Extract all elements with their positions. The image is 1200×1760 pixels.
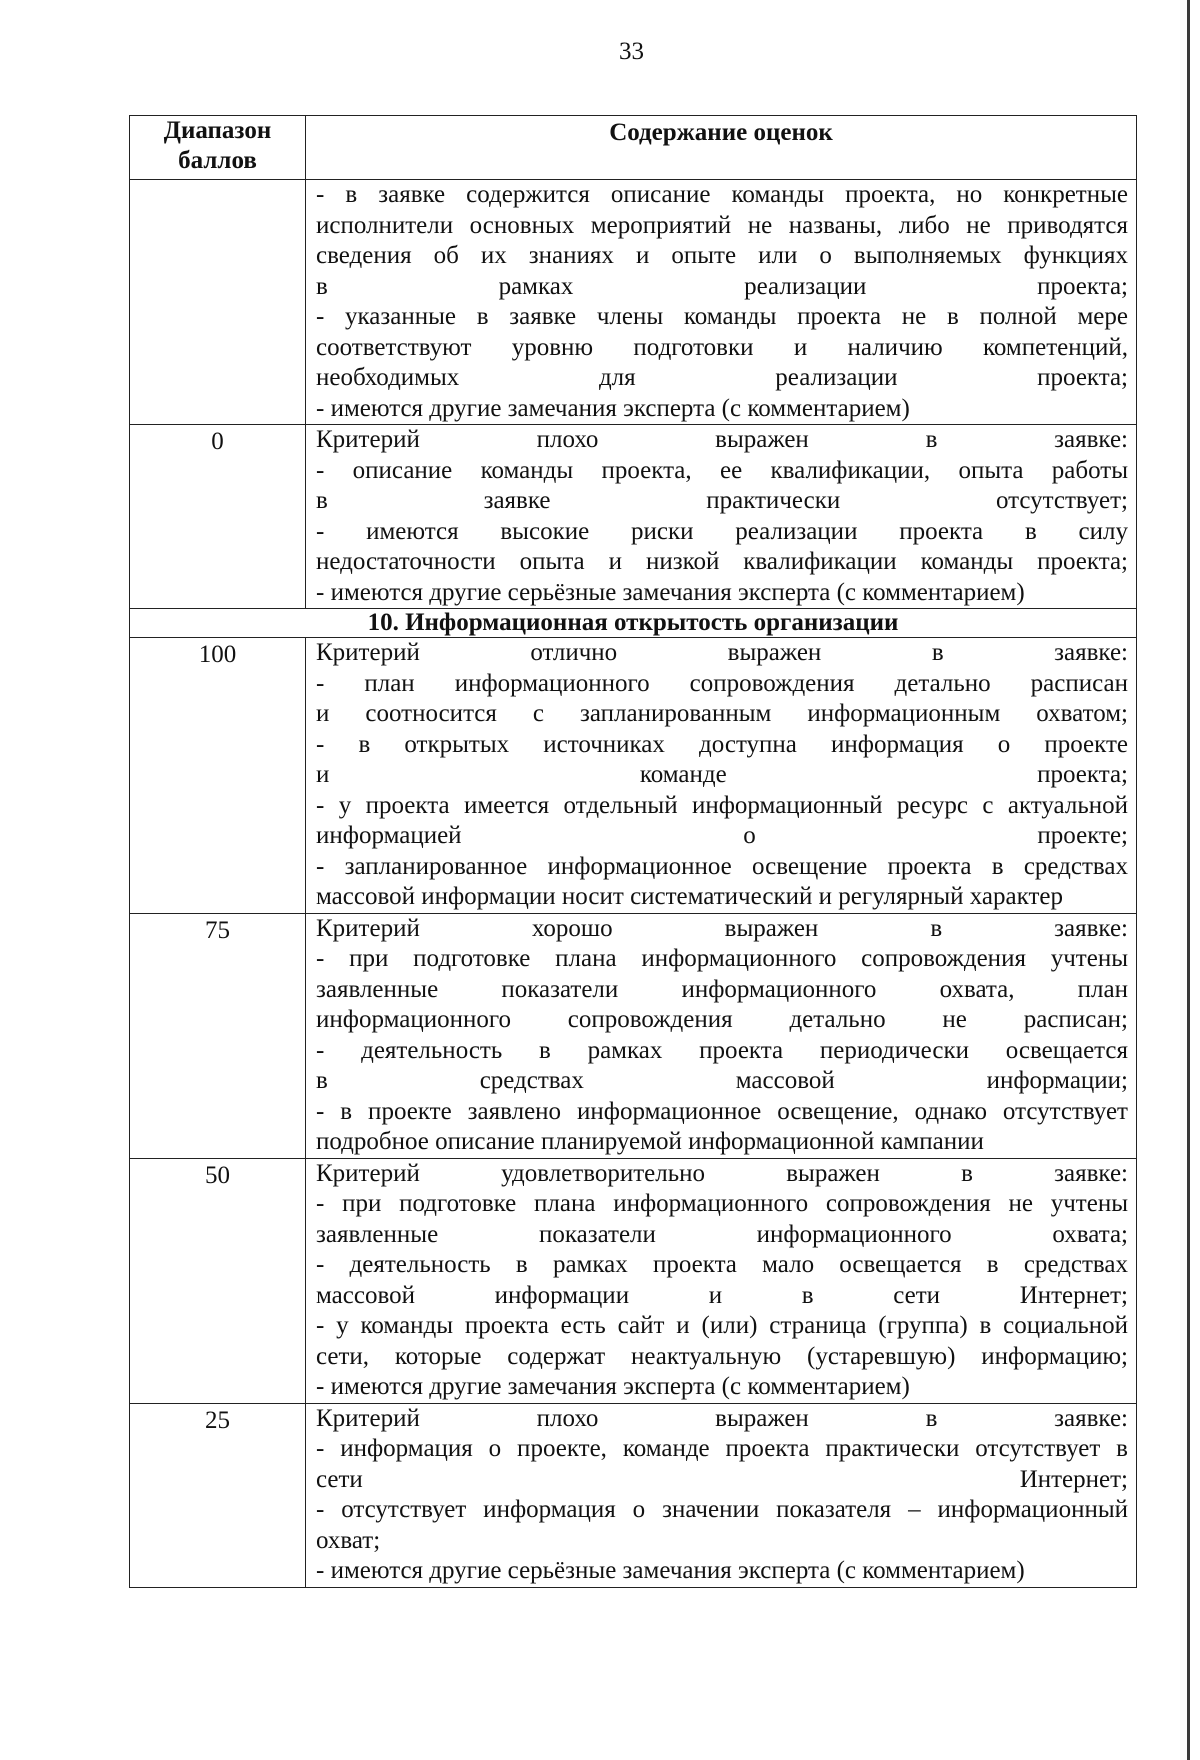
- description-line: - у проекта имеется отдельный информационный ресурс с актуальной: [316, 791, 1128, 819]
- description-line: Критерий плохо выражен в заявке:: [316, 426, 1128, 453]
- table-row: [130, 1158, 1137, 1403]
- description-line: - в проекте заявлено информационное освещение, однако отсутствует: [316, 1097, 1128, 1125]
- score-cell: [130, 180, 306, 425]
- table-row: [130, 638, 1137, 914]
- description-line: Критерий удовлетворительно выражен в заявке:: [316, 1159, 1128, 1187]
- description-line: и команде проекта;: [316, 761, 1128, 788]
- description-line: - в открытых источниках доступна информация о проекте: [316, 730, 1128, 758]
- section-heading-row: [130, 609, 1137, 638]
- description-line: заявленные показатели информационного охвата, план: [316, 975, 1128, 1003]
- scoring-table: [129, 115, 1137, 1588]
- description-line: Критерий хорошо выражен в заявке:: [316, 914, 1128, 942]
- score-cell: 50: [130, 1158, 306, 1403]
- description-line: информационного сопровождения детально не расписан;: [316, 1006, 1128, 1033]
- description-line: - деятельность в рамках проекта мало освещается в средствах: [316, 1251, 1128, 1278]
- description-cell: [306, 425, 1137, 609]
- description-line: Критерий отлично выражен в заявке:: [316, 639, 1128, 666]
- description-line: охват;: [316, 1526, 381, 1554]
- description-cell: [306, 1403, 1137, 1587]
- page-edge-line: [1187, 0, 1190, 1760]
- description-line: - у команды проекта есть сайт и (или) страница (группа) в социальной: [316, 1312, 1128, 1339]
- description-line: необходимых для реализации проекта;: [316, 364, 1128, 391]
- description-line: в средствах массовой информации;: [316, 1067, 1128, 1094]
- score-cell: 25: [130, 1403, 306, 1587]
- description-line: - указанные в заявке члены команды проекта не в полной мере: [316, 303, 1128, 330]
- description-line: в рамках реализации проекта;: [316, 272, 1128, 300]
- description-line: массовой информации и в сети Интернет;: [316, 1281, 1128, 1309]
- description-line: подробное описание планируемой информационной кампании: [316, 1128, 984, 1155]
- description-cell: [306, 913, 1137, 1158]
- description-line: массовой информации носит систематический и регулярный характер: [316, 883, 1063, 910]
- description-line: - план информационного сопровождения детально расписан: [316, 669, 1128, 697]
- description-line: сведения об их знаниях и опыте или о выполняемых функциях: [316, 242, 1128, 269]
- description-cell: [306, 638, 1137, 914]
- table-header-row: [130, 116, 1137, 180]
- description-line: недостаточности опыта и низкой квалификации команды проекта;: [316, 548, 1128, 575]
- section-heading: 10. Информационная открытость организации: [130, 609, 1137, 638]
- description-line: Критерий плохо выражен в заявке:: [316, 1404, 1128, 1432]
- table-row: [130, 425, 1137, 609]
- table-row: [130, 913, 1137, 1158]
- description-line: - при подготовке плана информационного сопровождения не учтены: [316, 1190, 1128, 1217]
- description-line: - имеются высокие риски реализации проекта в силу: [316, 517, 1128, 545]
- description-line: - имеются другие серьёзные замечания эксперта (с комментарием): [316, 1557, 1025, 1584]
- table-row: [130, 180, 1137, 425]
- description-line: - имеются другие серьёзные замечания эксперта (с комментарием): [316, 578, 1025, 606]
- score-cell: 100: [130, 638, 306, 914]
- description-line: в заявке практически отсутствует;: [316, 487, 1128, 514]
- description-cell: [306, 180, 1137, 425]
- description-line: - имеются другие замечания эксперта (с комментарием): [316, 1373, 910, 1400]
- description-line: сети Интернет;: [316, 1465, 1128, 1493]
- description-cell: [306, 1158, 1137, 1403]
- description-line: - запланированное информационное освещение проекта в средствах: [316, 852, 1128, 880]
- description-line: - имеются другие замечания эксперта (с комментарием): [316, 394, 910, 422]
- description-line: - при подготовке плана информационного сопровождения учтены: [316, 945, 1128, 972]
- description-line: соответствуют уровню подготовки и наличию компетенций,: [316, 333, 1128, 361]
- score-cell: 0: [130, 425, 306, 609]
- content-column-header: Содержание оценок: [306, 116, 1137, 180]
- description-line: - деятельность в рамках проекта периодически освещается: [316, 1036, 1128, 1064]
- description-line: заявленные показатели информационного охвата;: [316, 1220, 1128, 1248]
- description-line: - описание команды проекта, ее квалификации, опыта работы: [316, 456, 1128, 484]
- description-line: сети, которые содержат неактуальную (устаревшую) информацию;: [316, 1342, 1128, 1370]
- range-column-header: Диапазон баллов: [130, 116, 306, 180]
- description-line: информацией о проекте;: [316, 822, 1128, 849]
- score-cell: 75: [130, 913, 306, 1158]
- table-row: [130, 1403, 1137, 1587]
- description-line: - в заявке содержится описание команды проекта, но конкретные: [316, 181, 1128, 208]
- page-number: 33: [619, 38, 644, 65]
- description-line: исполнители основных мероприятий не названы, либо не приводятся: [316, 211, 1128, 239]
- description-line: - отсутствует информация о значении показателя – информационный: [316, 1496, 1128, 1523]
- table-body: [130, 180, 1137, 1588]
- description-line: и соотносится с запланированным информационным охватом;: [316, 700, 1128, 727]
- description-line: - информация о проекте, команде проекта практически отсутствует в: [316, 1435, 1128, 1462]
